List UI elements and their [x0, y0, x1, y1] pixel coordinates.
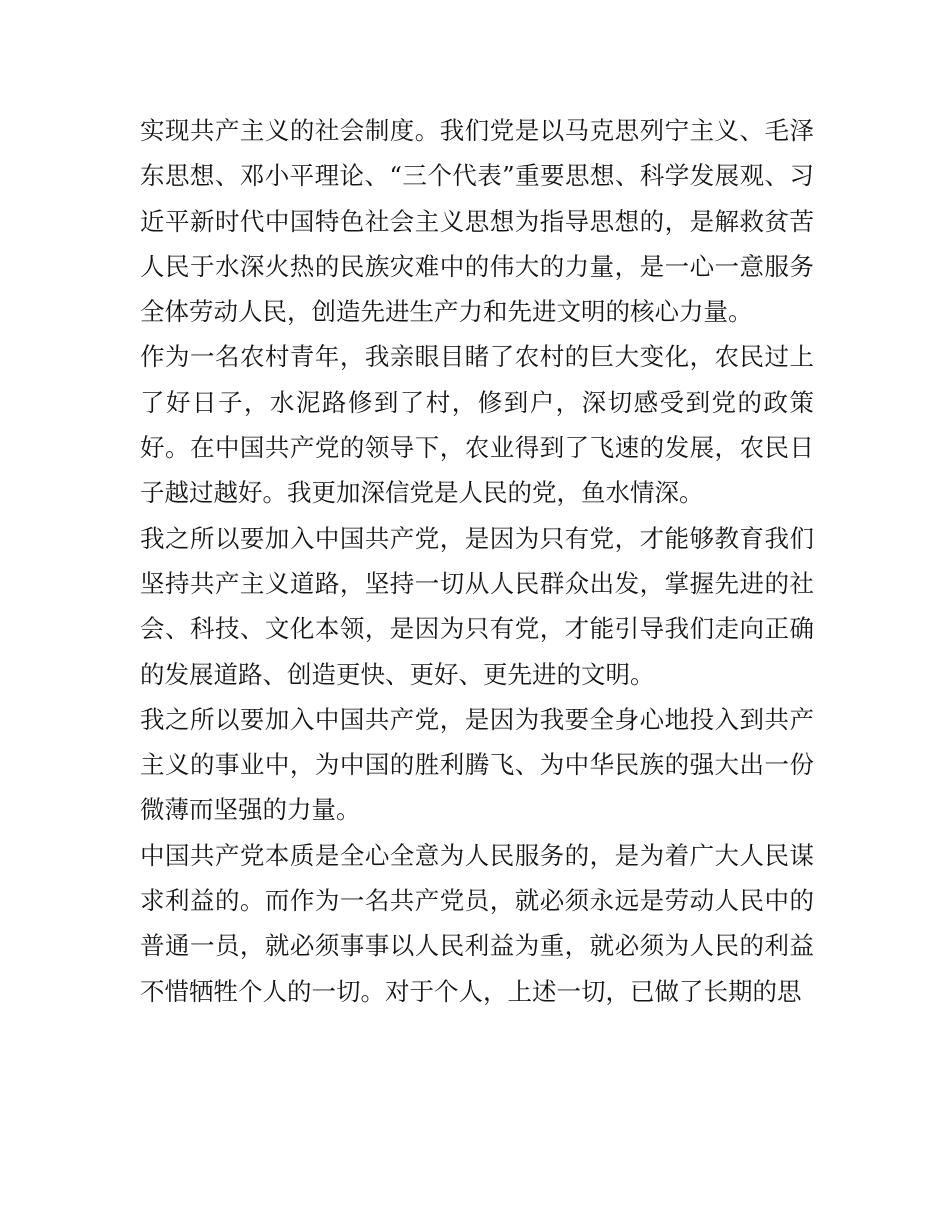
paragraph-2: 作为一名农村青年，我亲眼目睹了农村的巨大变化，农民过上了好日子，水泥路修到了村，修到户，深切感受到党的政策好。在中国共产党的领导下，农业得到了飞速的发展，农民日子越过越好。我更加深信党是人民的党，鱼水情深。	[140, 342, 814, 508]
paragraph-3: 我之所以要加入中国共产党，是因为只有党，才能够教育我们坚持共产主义道路，坚持一切从人民群众出发，掌握先进的社会、科技、文化本领，是因为只有党，才能引导我们走向正确的发展道路、创造更快、更好、更先进的文明。	[140, 523, 814, 689]
paragraph-1: 实现共产主义的社会制度。我们党是以马克思列宁主义、毛泽东思想、邓小平理论、“三个代表”重要思想、科学发展观、习近平新时代中国特色社会主义思想为指导思想的，是解救贫苦人民于水深火热的民族灾难中的伟大的力量，是一心一意服务全体劳动人民，创造先进生产力和先进文明的核心力量。	[140, 116, 814, 327]
document-body	[140, 108, 814, 1014]
paragraph-5: 中国共产党本质是全心全意为人民服务的，是为着广大人民谋求利益的。而作为一名共产党员，就必须永远是劳动人民中的普通一员，就必须事事以人民利益为重，就必须为人民的利益不惜牺牲个人的一切。对于个人，上述一切，已做了长期的思	[140, 840, 814, 1006]
paragraph-4: 我之所以要加入中国共产党，是因为我要全身心地投入到共产主义的事业中，为中国的胜利腾飞、为中华民族的强大出一份微薄而坚强的力量。	[140, 704, 814, 825]
